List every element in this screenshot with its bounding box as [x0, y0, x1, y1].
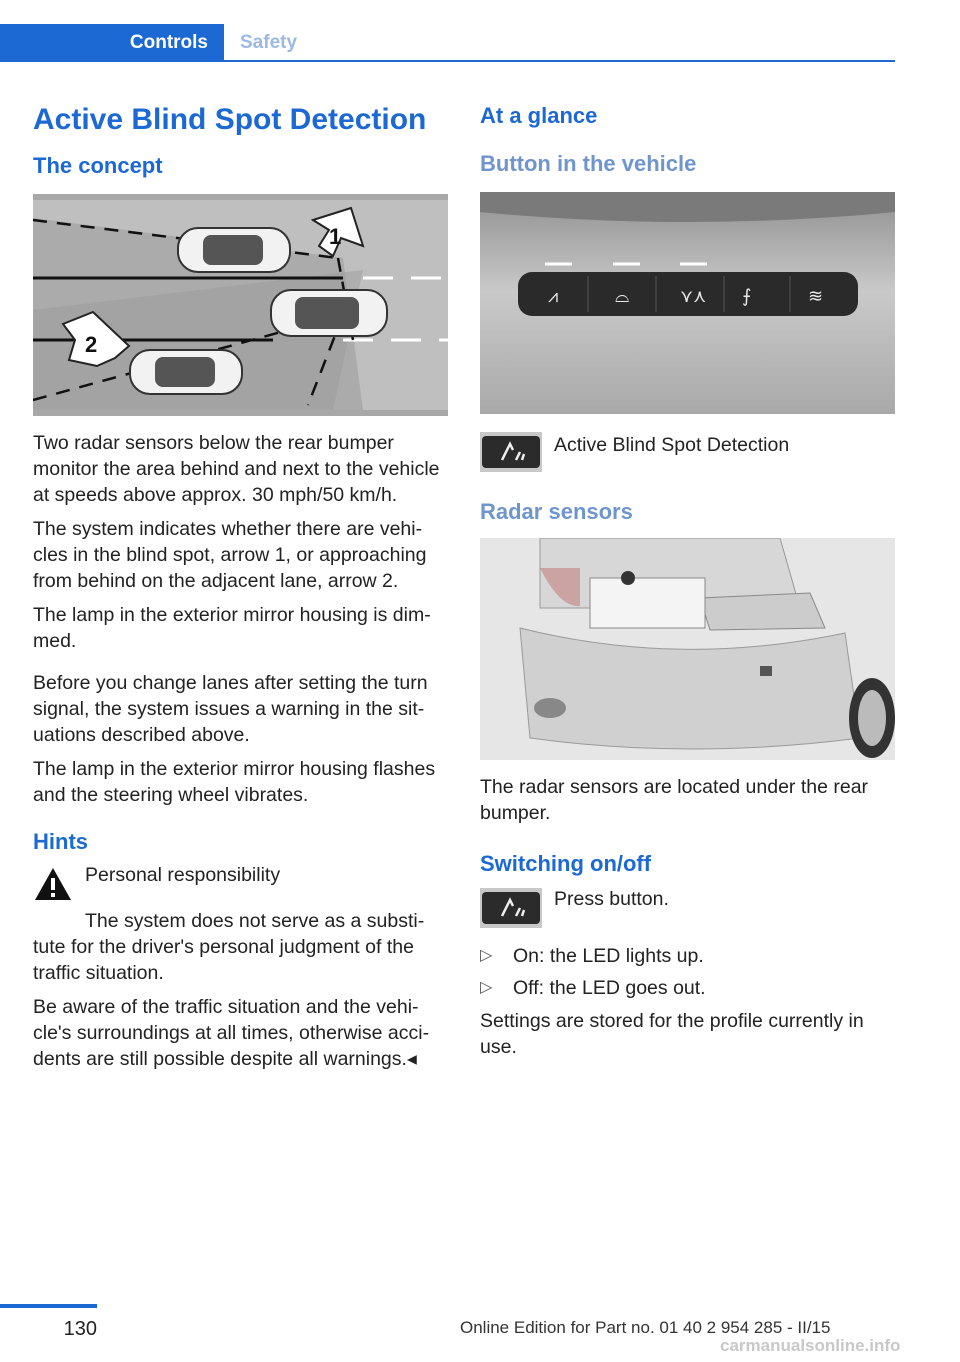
svg-text:≋: ≋	[808, 286, 824, 307]
footer-accent-line	[0, 1304, 97, 1308]
arrow-2-label: 2	[85, 332, 98, 357]
tab-controls[interactable]: Controls	[0, 24, 224, 62]
svg-text:⩘: ⩘	[548, 286, 559, 307]
button-heading: Button in the vehicle	[480, 151, 697, 176]
button-caption-row	[480, 432, 895, 472]
hints-paragraph: Be aware of the traffic situation and the vehicle's surroundings at all times, otherwise accidents are still possible despite all warnings.◂	[33, 996, 430, 1070]
list-item: ▷ Off: the LED goes out.	[480, 977, 706, 999]
concept-paragraph-4: Before you change lanes after setting the turn signal, the system issues a warning in the situations described above.	[33, 672, 428, 746]
right-column	[480, 100, 895, 1060]
blind-spot-button-icon	[480, 432, 542, 472]
button-panel-photo	[480, 192, 895, 414]
blind-spot-button-icon-small	[480, 888, 542, 928]
at-a-glance-heading: At a glance	[480, 103, 598, 128]
press-button-row	[480, 888, 895, 928]
warning-triangle-icon	[33, 866, 73, 902]
warning-block	[33, 862, 448, 902]
settings-text: Settings are stored for the profile currently in use.	[480, 1010, 864, 1058]
left-column	[33, 100, 448, 1072]
svg-text:⋎⋏: ⋎⋏	[680, 286, 707, 307]
hints-heading: Hints	[33, 829, 88, 854]
edition-text: Online Edition for Part no. 01 40 2 954 285 - II/15	[460, 1318, 831, 1337]
page-number: 130	[63, 1318, 97, 1340]
watermark: carmanualsonline.info	[720, 1336, 901, 1355]
blind-spot-illustration	[33, 194, 448, 416]
rear-bumper-illustration	[480, 538, 895, 760]
bullet-icon: ▷	[480, 979, 493, 996]
button-panel-illustration	[480, 192, 895, 414]
concept-paragraph-2: The system indicates whether there are vehicles in the blind spot, arrow 1, or approaching from behind on the adjacent lane, arrow 2.	[33, 518, 427, 592]
page-title: Active Blind Spot Detection	[33, 103, 427, 136]
rear-bumper-photo	[480, 538, 895, 760]
warning-title: Personal responsibility	[85, 864, 281, 886]
lane-diagram-icon	[33, 200, 448, 410]
car-bottom	[130, 350, 242, 394]
header-tabbar	[0, 24, 895, 62]
list-item: ▷ On: the LED lights up.	[480, 945, 704, 967]
radar-heading: Radar sensors	[480, 499, 633, 524]
tab-safety[interactable]: Safety	[240, 32, 298, 53]
button-caption: Active Blind Spot Detection	[554, 434, 790, 456]
on-off-list	[480, 940, 895, 1004]
concept-paragraph-3: The lamp in the exterior mirror housing is dimmed.	[33, 604, 431, 652]
bullet-icon: ▷	[480, 947, 493, 964]
radar-text: The radar sensors are located under the rear bumper.	[480, 776, 869, 824]
warning-text: The system does not serve as a substitute for the driver's personal judgment of the traffic situation.	[33, 910, 425, 984]
switch-heading: Switching on/off	[480, 851, 652, 876]
concept-heading: The concept	[33, 153, 163, 178]
car-middle	[271, 290, 387, 336]
svg-text:⌓: ⌓	[615, 286, 630, 307]
car-top	[178, 228, 290, 272]
concept-paragraph-5: The lamp in the exterior mirror housing flashes and the steering wheel vibrates.	[33, 758, 436, 806]
arrow-1-label: 1	[329, 224, 342, 249]
press-button-text: Press button.	[554, 888, 669, 910]
svg-text:⨍: ⨍	[742, 286, 752, 307]
concept-paragraph-1: Two radar sensors below the rear bumper monitor the area behind and next to the vehicle at speeds above approx. 30 mph/50 km/h.	[33, 432, 440, 506]
